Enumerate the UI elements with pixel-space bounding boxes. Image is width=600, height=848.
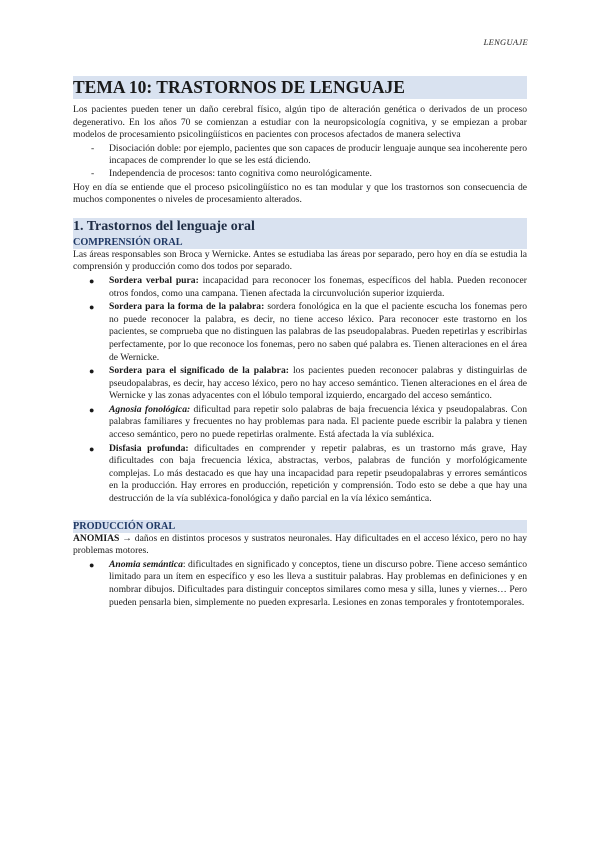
- comprension-bullet-list: [73, 275, 527, 506]
- dash-list-item: [73, 143, 527, 168]
- bullet-item: [73, 275, 527, 300]
- section-heading: 1. Trastornos del lenguaje oral: [73, 218, 527, 236]
- bullet-dot-icon: ●: [89, 302, 95, 313]
- bullet-dot-icon: ●: [89, 443, 95, 454]
- comprension-paragraph: Las áreas responsables son Broca y Wernicke. Antes se estudiaba las áreas por separado, pero hoy en día se estudia la comprensión y producción como dos todos por separado.: [73, 248, 527, 273]
- produccion-bullet-list: [73, 559, 527, 609]
- bullet-text: los pacientes pueden reconocer palabras y distinguirlas de pseudopalabras, es decir, hay acceso léxico, pero no hay acceso semántico. Tienen alteraciones en el área de Wernicke y las zonas adyacentes con el lóbulo temporal izquierdo, encargado del acceso semántico.: [109, 365, 527, 402]
- bullet-term: Disfasia profunda:: [109, 442, 189, 454]
- intro-paragraph-1: Los pacientes pueden tener un daño cerebral físico, algún tipo de alteración genética o derivados de un proceso degenerativo. En los años 70 se comienzan a estudiar con la neuropsicología cognitiva, y se empiezan a probar modelos de procesamiento psicolingüísticos en pacientes con procesos afectados de manera selectiva: [73, 104, 527, 141]
- bullet-term: Sordera para la forma de la palabra:: [109, 301, 265, 313]
- dash-marker: -: [91, 142, 95, 154]
- page-content: [73, 76, 527, 610]
- anomias-label: ANOMIAS: [73, 532, 120, 544]
- page-title: TEMA 10: TRASTORNOS DE LENGUAJE: [73, 76, 527, 99]
- dash-list-item: [73, 168, 527, 181]
- comprension-subheading: COMPRENSIÓN ORAL: [73, 236, 527, 249]
- bullet-text: sordera fonológica en la que el paciente escucha los fonemas pero no puede reconocer la palabra, es decir, no tiene acceso léxico. Para reconocer este trastorno en los pacientes, se comprueba que no distinguen las palabras de las pseudopalabras. Pueden repetirlas y escribirlas perfectamente, por lo que reconoce los fonemas, pero no saben qué palabra es. Tienen alteraciones en el área de Wernicke.: [109, 301, 527, 363]
- bullet-text: : dificultades en significado y conceptos, tiene un discurso pobre. Tiene acceso semántico limitado para un ítem en específico y eso les lleva a sustituir palabras. Hay problemas en definiciones y en nombrar dibujos. Dificultades para distinguir conceptos similares como mesa y silla, lunes y viernes… Pero pueden pensarla bien, simplemente no pueden expresarla. Lesiones en zonas temporales y frontotemporales.: [109, 558, 528, 608]
- bullet-text: dificultades en comprender y repetir palabras, es un trastorno más grave, Hay dificultades con baja frecuencia léxica, abstractas, verbos, palabras de función y morfológicamente complejas. Lo más destacado es que hay una incapacidad para repetir pseudopalabras y errores semánticos en la producción. Hay errores en producción, repetición y comprensión. Todo esto se debe a que hay una destrucción de la vía subléxica-fonológica y daño parcial en la vía léxico semántica.: [109, 442, 527, 505]
- bullet-term: Anomia semántica: [109, 558, 183, 570]
- bullet-text: dificultad para repetir solo palabras de baja frecuencia léxica y pseudopalabras. Con palabras familiares y frecuentes no hay problemas para nada. El paciente puede escribir la palabra y tienen acceso semántico, pero no puede repetirlas oralmente. Está afectada la vía subléxica.: [109, 403, 527, 441]
- running-header: LENGUAJE: [483, 37, 528, 47]
- section-spacer: [73, 507, 527, 520]
- produccion-subheading: PRODUCCIÓN ORAL: [73, 520, 527, 533]
- bullet-item: [73, 301, 527, 364]
- bullet-item: [73, 559, 527, 609]
- intro-paragraph-2: Hoy en día se entiende que el proceso psicolingüístico no es tan modular y que los trastornos son consecuencia de muchos componentes o niveles de procesamiento alterados.: [73, 181, 527, 206]
- bullet-dot-icon: ●: [89, 366, 95, 377]
- dash-item-text: Disociación doble: por ejemplo, pacientes que son capaces de producir lenguaje aunque sea incoherente pero incapaces de comprender lo que se les está diciendo.: [109, 142, 527, 167]
- dash-item-text: Independencia de procesos: tanto cognitiva como neurológicamente.: [109, 167, 372, 179]
- bullet-term: Agnosia fonológica:: [109, 403, 191, 415]
- bullet-term: Sordera verbal pura:: [109, 274, 199, 286]
- bullet-item: [73, 443, 527, 506]
- anomias-text: daños en distintos procesos y sustratos neuronales. Hay dificultades en el acceso léxico, pero no hay problemas motores.: [73, 532, 527, 557]
- anomias-paragraph: [73, 533, 527, 558]
- bullet-dot-icon: ●: [89, 559, 95, 570]
- intro-dash-list: [73, 143, 527, 181]
- bullet-text: incapacidad para reconocer los fonemas, específicos del habla. Pueden reconocer otros fondos, como una campana. Tienen afectada la circunvolución superior izquierda.: [109, 274, 527, 299]
- bullet-dot-icon: ●: [89, 404, 95, 415]
- bullet-item: [73, 365, 527, 403]
- arrow-icon: →: [122, 532, 132, 544]
- bullet-term: Sordera para el significado de la palabra:: [109, 365, 289, 377]
- dash-marker: -: [91, 167, 95, 179]
- bullet-item: [73, 404, 527, 442]
- bullet-dot-icon: ●: [89, 275, 95, 286]
